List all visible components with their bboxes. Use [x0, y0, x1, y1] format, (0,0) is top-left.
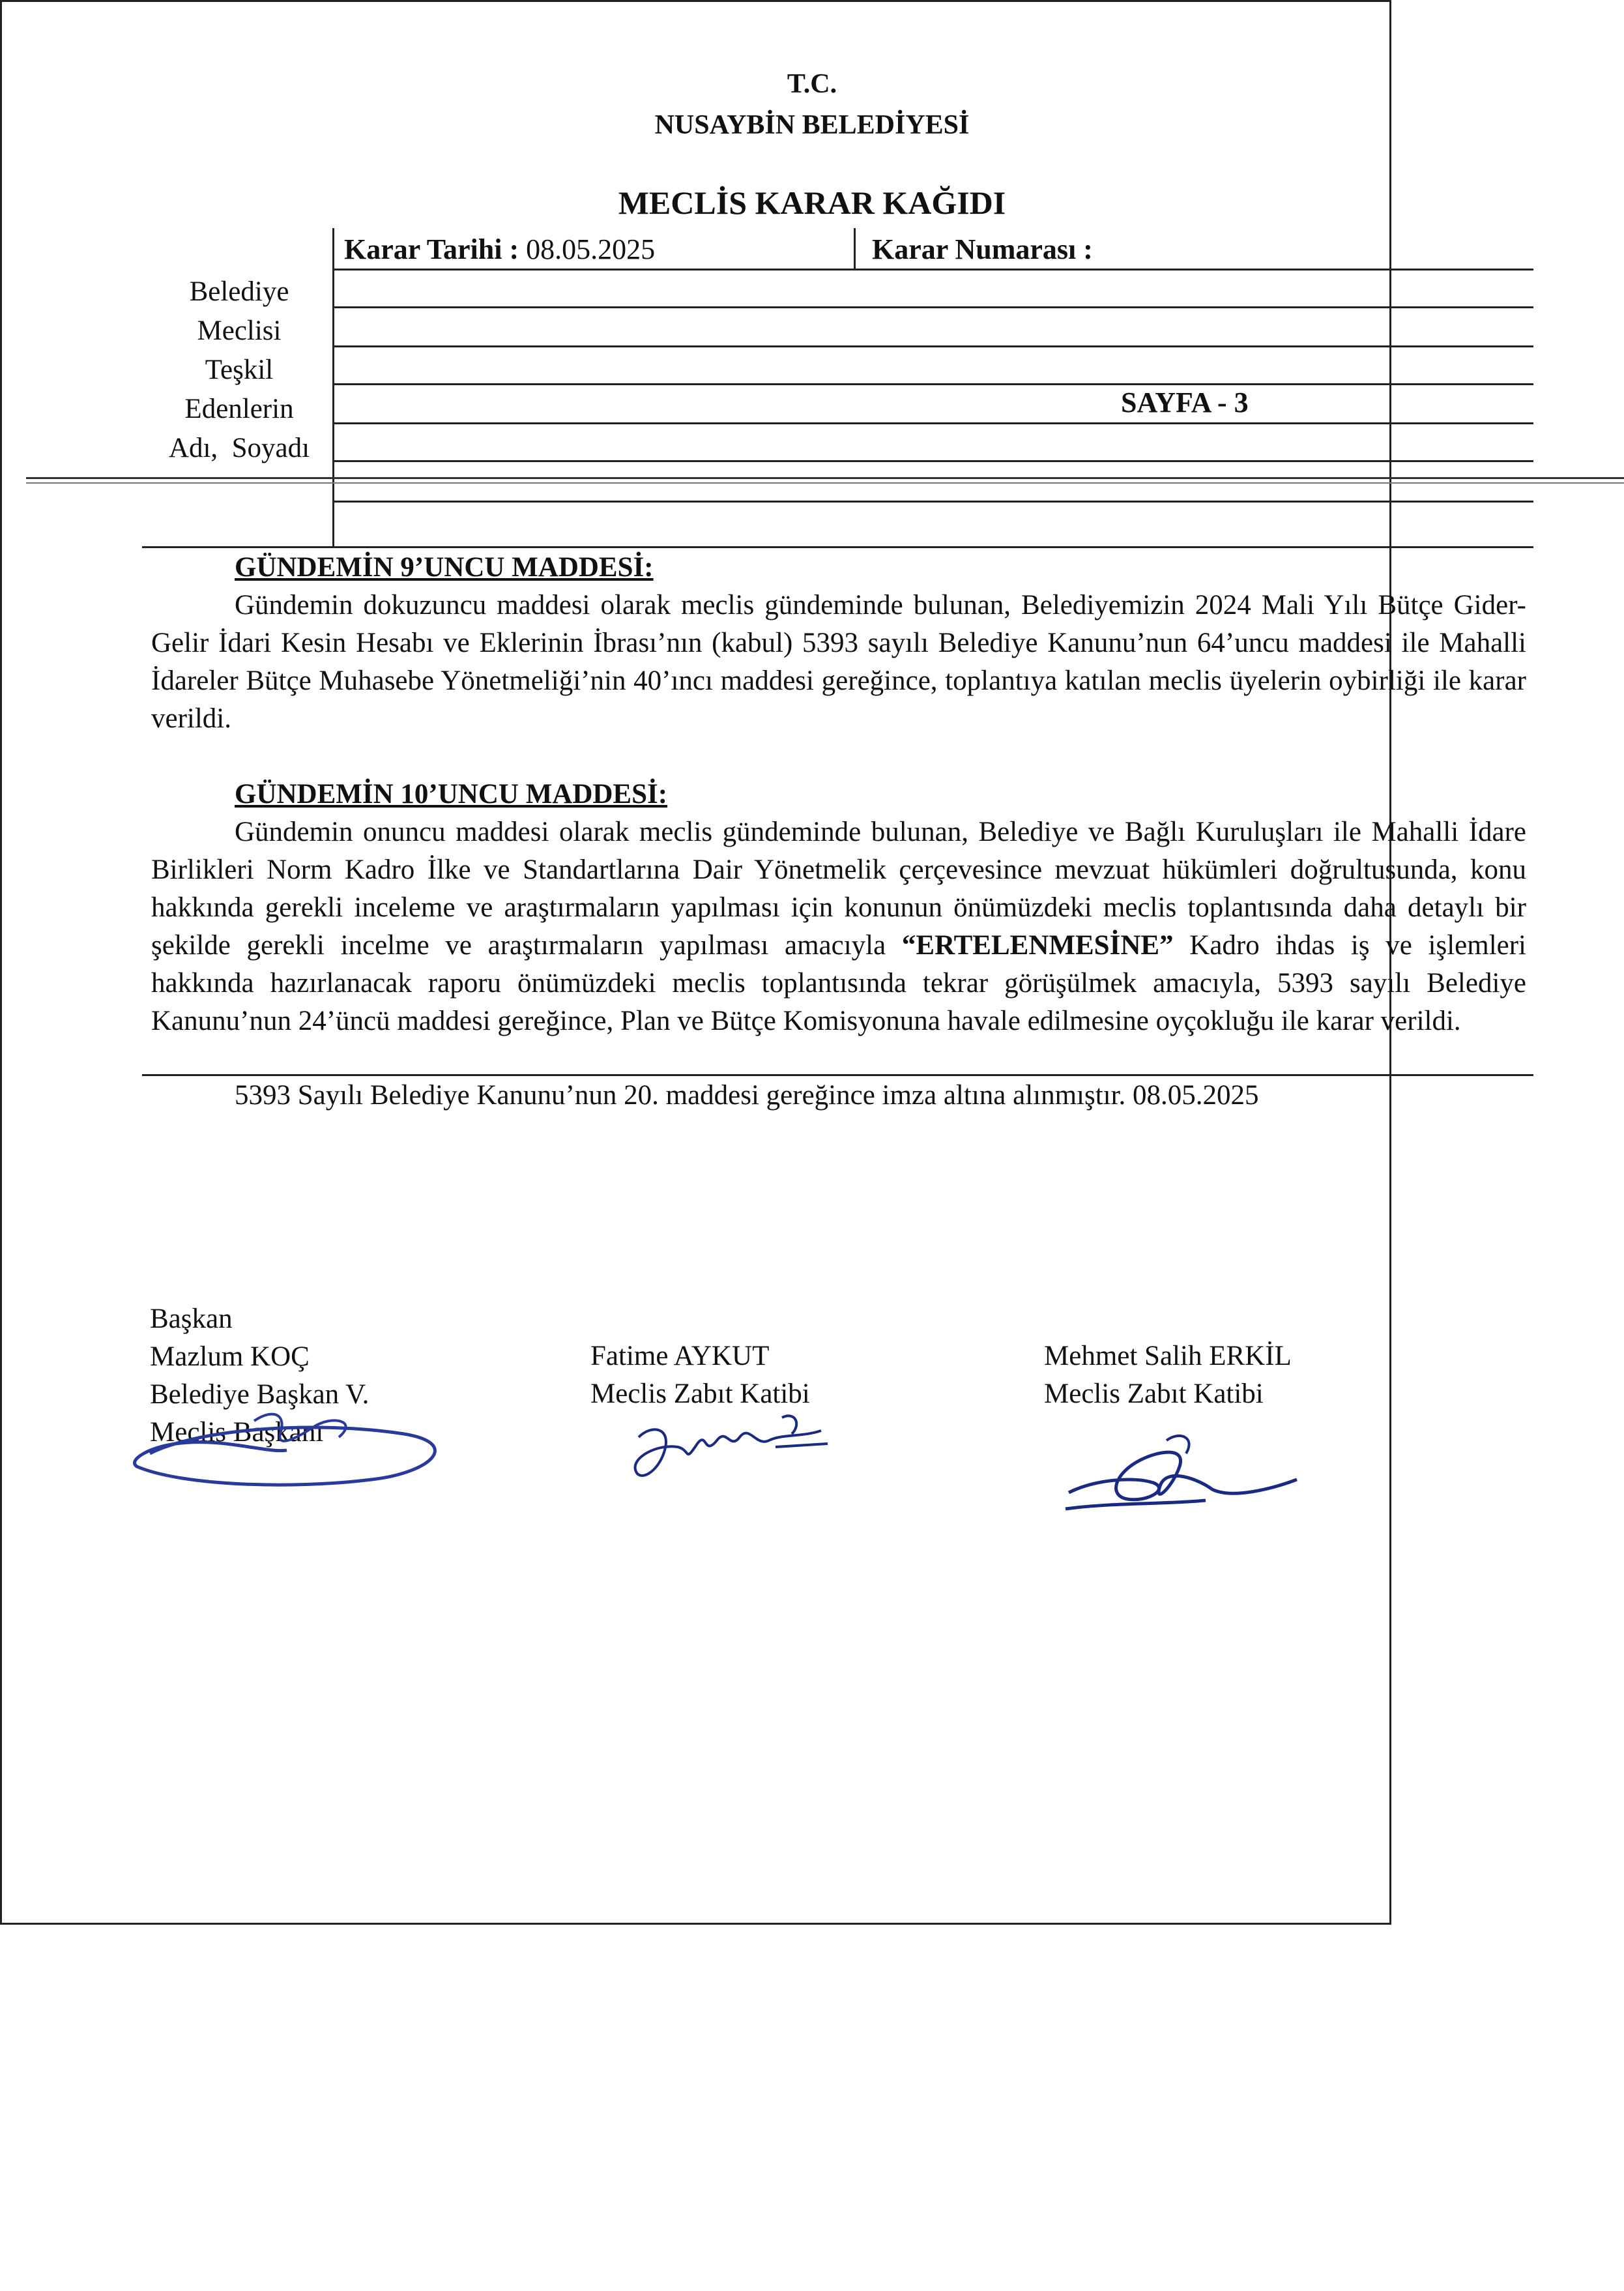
header-country: T.C. — [787, 69, 837, 99]
signatory-line: Başkan — [150, 1304, 233, 1334]
decision-number-label: Karar Numarası : — [872, 233, 1093, 265]
postponed-emphasis: “ERTELENMESİNE” — [901, 930, 1174, 961]
row-divider — [332, 501, 1533, 503]
agenda-item-10 — [151, 776, 1526, 1040]
row-divider — [332, 422, 1533, 424]
document-title: MECLİS KARAR KAĞIDI — [618, 184, 1006, 221]
row-divider — [332, 383, 1533, 385]
column-divider — [854, 228, 856, 270]
signatory-line: Mehmet Salih ERKİL — [1044, 1341, 1292, 1371]
signatory-line: Belediye Başkan V. — [150, 1379, 370, 1410]
row-divider — [142, 546, 1533, 548]
agenda-item-9 — [151, 549, 1526, 738]
signatory-line: Meclis Başkanı — [150, 1417, 324, 1448]
row-divider — [142, 1074, 1533, 1076]
signatory-clerk-1 — [590, 1337, 810, 1413]
signatory-line: Fatime AYKUT — [590, 1341, 770, 1371]
agenda-item-text: Gündemin dokuzuncu maddesi olarak meclis gündeminde bulunan, Belediyemizin 2024 Mali Yılı Bütçe Gider-Gelir İdari Kesin Hesabı ve Eklerinin İbrası’nın (kabul) 5393 sayılı Belediye Kanunu’nun 64’uncu maddesi ile Mahalli İdareler Bütçe Muhasebe Yönetmeliği’nin 40’ıncı maddesi gereğince, toplantıya katılan meclis üyelerin oybirliği ile karar verildi. — [151, 590, 1526, 734]
members-label — [145, 272, 334, 468]
signatory-line: Meclis Zabıt Katibi — [1044, 1379, 1264, 1409]
scan-artifact-line — [26, 477, 1624, 479]
clerk-2-signature — [1056, 1427, 1303, 1532]
agenda-item-text — [151, 813, 1526, 1040]
scan-artifact-line — [26, 482, 1624, 484]
agenda-item-text-part: Kadro ihdas iş ve işlemleri hakkında hazırlanacak raporu önümüzdeki meclis toplantısında tekrar görüşülmek amacıyla, 5393 sayılı Belediye Kanunu’nun 24’üncü maddesi gereğince, Plan ve Bütçe Komisyonuna havale edilmesine oyçokluğu ile karar verildi. — [151, 930, 1527, 1036]
members-label-line: Meclisi — [197, 315, 282, 346]
agenda-item-heading: GÜNDEMİN 9’UNCU MADDESİ: — [235, 552, 654, 583]
signatory-line: Mazlum KOÇ — [150, 1341, 310, 1372]
agenda-item-text-part: Gündemin onuncu maddesi olarak meclis gündeminde bulunan, Belediye ve Bağlı Kuruluşları ile Mahalli İdare Birlikleri Norm Kadro İlke ve Standartlarına Dair Yönetmelik çerçevesince mevzuat hükümleri doğrultusunda, konu hakkında gerekli inceleme ve araştırmaların yapılması için konunun önümüzdeki meclis toplantısında daha detaylı bir şekilde gerekli incelme ve araştırmaların yapılması amacıyla — [151, 817, 1526, 961]
members-label-line: Belediye — [189, 276, 289, 307]
agenda-item-heading: GÜNDEMİN 10’UNCU MADDESİ: — [235, 779, 668, 810]
decision-number — [872, 229, 1093, 270]
signature-statement: 5393 Sayılı Belediye Kanunu’nun 20. maddesi gereğince imza altına alınmıştır. 08.05.2025 — [235, 1080, 1259, 1111]
decision-date — [344, 229, 655, 270]
header-municipality: NUSAYBİN BELEDİYESİ — [654, 110, 970, 140]
row-divider — [332, 345, 1533, 347]
decision-date-value: 08.05.2025 — [526, 233, 656, 265]
members-label-line: Adı, Soyadı — [168, 433, 310, 463]
row-divider — [332, 460, 1533, 462]
signatory-clerk-2 — [1044, 1337, 1292, 1413]
clerk-1-signature — [626, 1411, 834, 1496]
members-label-line: Edenlerin — [184, 394, 294, 424]
decision-date-label: Karar Tarihi : — [344, 233, 519, 265]
members-label-line: Teşkil — [205, 355, 274, 385]
row-divider — [332, 306, 1533, 308]
signatory-line: Meclis Zabıt Katibi — [590, 1379, 810, 1409]
chairman-signature — [124, 1382, 463, 1506]
page-label: SAYFA - 3 — [1121, 387, 1249, 418]
